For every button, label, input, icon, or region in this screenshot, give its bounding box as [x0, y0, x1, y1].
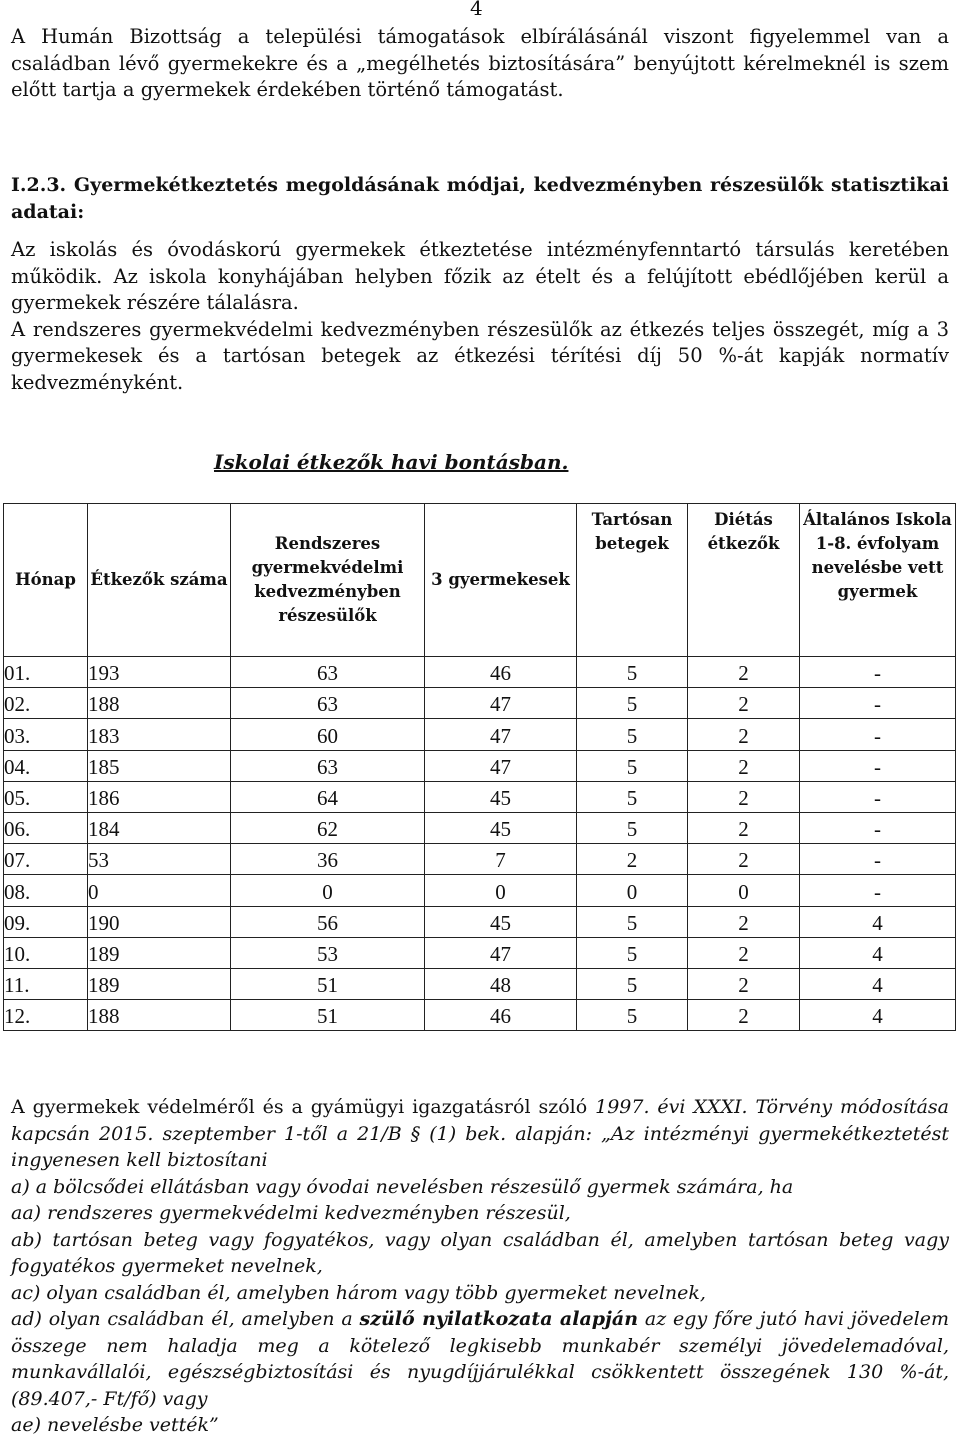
- cell-month: 04.: [4, 750, 88, 781]
- header-chronically-ill: Tartósan betegek: [577, 504, 688, 657]
- table-row: [4, 844, 956, 875]
- cell-month: 10.: [4, 937, 88, 968]
- cell-three-children: 0: [425, 875, 577, 906]
- table-row: [4, 719, 956, 750]
- legal-lead-plain: A gyermekek védelméről és a gyámügyi igazgatásról szóló: [11, 1096, 588, 1118]
- table-row: [4, 906, 956, 937]
- cell-diners: 188: [88, 688, 231, 719]
- legal-text: [11, 1094, 949, 1439]
- cell-diners: 188: [88, 1000, 231, 1031]
- cell-chronically-ill: 0: [577, 875, 688, 906]
- header-diet: Diétás étkezők: [688, 504, 800, 657]
- cell-diners: 189: [88, 968, 231, 999]
- cell-foster: 4: [800, 906, 956, 937]
- cell-diet: 2: [688, 1000, 800, 1031]
- cell-month: 03.: [4, 719, 88, 750]
- cell-child-protection: 63: [231, 688, 425, 719]
- header-foster: Általános Iskola 1-8. évfolyam nevelésbe vett gyermek: [800, 504, 956, 657]
- cell-foster: -: [800, 688, 956, 719]
- cell-diet: 2: [688, 657, 800, 688]
- cell-child-protection: 63: [231, 750, 425, 781]
- table-body: [4, 657, 956, 1031]
- cell-child-protection: 56: [231, 906, 425, 937]
- cell-diners: 190: [88, 906, 231, 937]
- table-row: [4, 688, 956, 719]
- cell-diet: 2: [688, 750, 800, 781]
- cell-three-children: 47: [425, 719, 577, 750]
- cell-foster: -: [800, 812, 956, 843]
- cell-chronically-ill: 5: [577, 906, 688, 937]
- cell-diners: 185: [88, 750, 231, 781]
- header-child-protection: Rendszeres gyermekvédelmi kedvezményben részesülők: [231, 504, 425, 657]
- table-row: [4, 657, 956, 688]
- cell-foster: -: [800, 781, 956, 812]
- cell-child-protection: 51: [231, 968, 425, 999]
- cell-diet: 2: [688, 937, 800, 968]
- table-row: [4, 937, 956, 968]
- cell-diet: 2: [688, 844, 800, 875]
- cell-chronically-ill: 5: [577, 937, 688, 968]
- cell-diners: 0: [88, 875, 231, 906]
- header-three-children: 3 gyermekesek: [425, 504, 577, 657]
- cell-month: 09.: [4, 906, 88, 937]
- cell-child-protection: 60: [231, 719, 425, 750]
- header-month: Hónap: [4, 504, 88, 657]
- legal-item-ad-post: az egy főre jutó havi jövedelem összege nem haladja meg a kötelező legkisebb munkabér személyi jövedelemadóval, munkavállalói, egészségbiztosítási és nyugdíjjárulékkal csökkentett összegének 130 %-át, (89.407,- Ft/fő) vagy: [11, 1308, 949, 1410]
- cell-three-children: 46: [425, 1000, 577, 1031]
- meals-table: [3, 503, 956, 1031]
- cell-three-children: 47: [425, 750, 577, 781]
- table-row: [4, 750, 956, 781]
- legal-item-ad: [11, 1306, 949, 1412]
- cell-three-children: 45: [425, 812, 577, 843]
- cell-foster: 4: [800, 968, 956, 999]
- legal-item-ad-pre: ad) olyan családban él, amelyben a: [11, 1308, 360, 1330]
- table-caption: Iskolai étkezők havi bontásban.: [214, 450, 569, 474]
- cell-foster: -: [800, 750, 956, 781]
- legal-item-aa: aa) rendszeres gyermekvédelmi kedvezményben részesül,: [11, 1202, 571, 1224]
- table-row: [4, 875, 956, 906]
- cell-foster: 4: [800, 1000, 956, 1031]
- cell-chronically-ill: 5: [577, 719, 688, 750]
- cell-three-children: 46: [425, 657, 577, 688]
- cell-child-protection: 64: [231, 781, 425, 812]
- cell-diners: 186: [88, 781, 231, 812]
- table-row: [4, 1000, 956, 1031]
- cell-diet: 2: [688, 906, 800, 937]
- cell-diners: 189: [88, 937, 231, 968]
- header-diners: Étkezők száma: [88, 504, 231, 657]
- cell-chronically-ill: 5: [577, 657, 688, 688]
- legal-lead: [11, 1094, 949, 1174]
- cell-chronically-ill: 5: [577, 1000, 688, 1031]
- cell-diet: 2: [688, 781, 800, 812]
- cell-foster: 4: [800, 937, 956, 968]
- table-row: [4, 812, 956, 843]
- table-header-row: [4, 504, 956, 657]
- cell-diet: 2: [688, 812, 800, 843]
- table-row: [4, 781, 956, 812]
- cell-month: 01.: [4, 657, 88, 688]
- cell-child-protection: 36: [231, 844, 425, 875]
- cell-diet: 0: [688, 875, 800, 906]
- cell-three-children: 48: [425, 968, 577, 999]
- cell-diet: 2: [688, 968, 800, 999]
- school-meals-text: [11, 237, 949, 396]
- cell-child-protection: 63: [231, 657, 425, 688]
- cell-chronically-ill: 2: [577, 844, 688, 875]
- legal-item-ad-bold: szülő nyilatkozata alapján: [359, 1308, 639, 1330]
- cell-diners: 193: [88, 657, 231, 688]
- section-heading: I.2.3. Gyermekétkeztetés megoldásának módjai, kedvezményben részesülők statisztikai adatai:: [11, 174, 949, 223]
- cell-foster: -: [800, 719, 956, 750]
- legal-lead-italic: 1997. évi XXXI. Törvény módosítása kapcsán 2015. szeptember 1-től a 21/B § (1) bek. alapján: „Az intézményi gyermekétkeztetést ingyenesen kell biztosítani: [11, 1096, 949, 1171]
- legal-item-ab: ab) tartósan beteg vagy fogyatékos, vagy olyan családban él, amelyben tartósan beteg vagy fogyatékos gyermeket nevelnek,: [11, 1228, 949, 1277]
- discount-paragraph: A rendszeres gyermekvédelmi kedvezményben részesülők az étkezés teljes összegét, míg a 3 gyermekesek és a tartósan betegek az étkezési térítési díj 50 %-át kapják normatív kedvezményként.: [11, 317, 949, 394]
- cell-three-children: 47: [425, 688, 577, 719]
- page-number: 4: [470, 0, 483, 20]
- cell-foster: -: [800, 657, 956, 688]
- cell-child-protection: 0: [231, 875, 425, 906]
- cell-chronically-ill: 5: [577, 781, 688, 812]
- cell-three-children: 47: [425, 937, 577, 968]
- cell-month: 07.: [4, 844, 88, 875]
- cell-foster: -: [800, 844, 956, 875]
- cell-diners: 53: [88, 844, 231, 875]
- legal-item-a: a) a bölcsődei ellátásban vagy óvodai nevelésben részesülő gyermek számára, ha: [11, 1175, 794, 1198]
- cell-month: 06.: [4, 812, 88, 843]
- cell-diet: 2: [688, 719, 800, 750]
- cell-month: 11.: [4, 968, 88, 999]
- intro-paragraph: A Humán Bizottság a települési támogatások elbírálásánál viszont figyelemmel van a családban lévő gyermekekre és a „megélhetés biztosítására” benyújtott kérelmeknél is szem előtt tartja a gyermekek érdekében történő támogatást.: [11, 25, 949, 101]
- legal-item-ae: ae) nevelésbe vették”: [11, 1414, 219, 1436]
- cell-chronically-ill: 5: [577, 812, 688, 843]
- cell-month: 08.: [4, 875, 88, 906]
- cell-three-children: 45: [425, 906, 577, 937]
- cell-child-protection: 51: [231, 1000, 425, 1031]
- cell-three-children: 7: [425, 844, 577, 875]
- cell-month: 05.: [4, 781, 88, 812]
- cell-chronically-ill: 5: [577, 968, 688, 999]
- cell-diet: 2: [688, 688, 800, 719]
- cell-foster: -: [800, 875, 956, 906]
- cell-diners: 184: [88, 812, 231, 843]
- table-row: [4, 968, 956, 999]
- cell-three-children: 45: [425, 781, 577, 812]
- legal-item-ac: ac) olyan családban él, amelyben három vagy több gyermeket nevelnek,: [11, 1281, 706, 1304]
- cell-diners: 183: [88, 719, 231, 750]
- meals-paragraph: Az iskolás és óvodáskorú gyermekek étkeztetése intézményfenntartó társulás keretében működik. Az iskola konyhájában helyben főzik az ételt és a felújított ebédlőjében kerül a gyermekek részére tálalásra.: [11, 238, 949, 314]
- cell-month: 12.: [4, 1000, 88, 1031]
- cell-chronically-ill: 5: [577, 750, 688, 781]
- cell-child-protection: 62: [231, 812, 425, 843]
- cell-month: 02.: [4, 688, 88, 719]
- cell-chronically-ill: 5: [577, 688, 688, 719]
- cell-child-protection: 53: [231, 937, 425, 968]
